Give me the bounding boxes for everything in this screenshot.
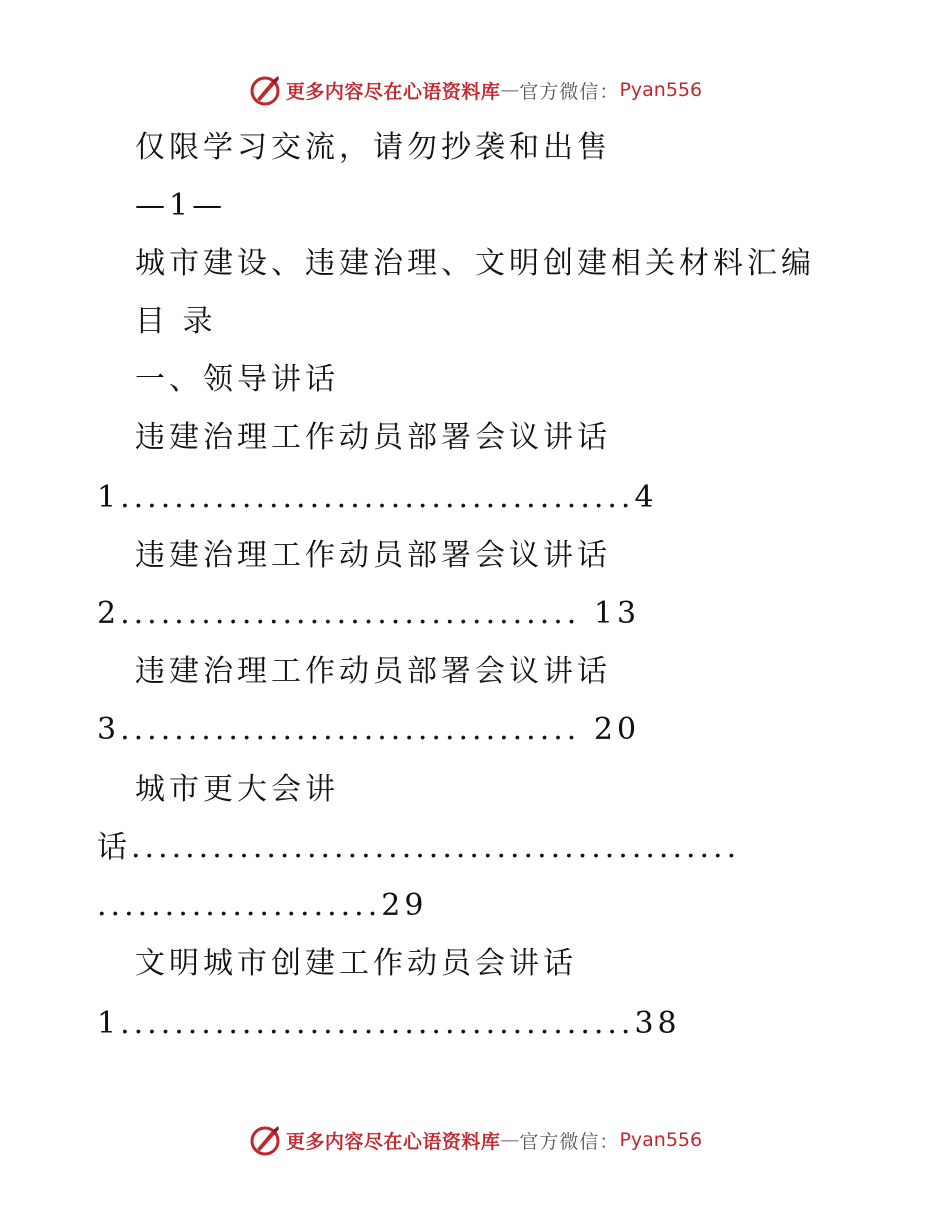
watermark-wechat-id: Pyan556 [619, 1129, 703, 1151]
watermark-dash: — [500, 79, 520, 101]
toc-entry-title: 违建治理工作动员部署会议讲话 [135, 654, 611, 689]
watermark-dash: — [500, 1129, 520, 1151]
watermark-main-text: 更多内容尽在心语资料库 [285, 1130, 501, 1153]
page-marker: —1— [135, 188, 227, 223]
toc-entry-leader: 3.................................. 20 [97, 712, 641, 747]
usage-notice: 仅限学习交流，请勿抄袭和出售 [135, 130, 611, 165]
document-title: 城市建设、违建治理、文明创建相关材料汇编 [135, 246, 815, 281]
toc-entry-leader: 1......................................38 [97, 1006, 681, 1041]
quill-pen-logo-icon [248, 73, 282, 107]
section-heading-leader-speeches: 一、领导讲话 [135, 362, 339, 397]
toc-entry-title: 文明城市创建工作动员会讲话 [135, 946, 577, 981]
toc-heading: 目 录 [135, 304, 217, 339]
toc-entry-leader: 话............................................. [97, 830, 741, 865]
watermark-wechat-label: 官方微信： [519, 1130, 620, 1153]
toc-entry-title: 城市更大会讲 [135, 772, 339, 807]
toc-entry-leader: 1......................................4 [97, 480, 658, 515]
footer-watermark [0, 1120, 950, 1160]
toc-entry-title: 违建治理工作动员部署会议讲话 [135, 420, 611, 455]
header-watermark [0, 70, 950, 110]
watermark-main-text: 更多内容尽在心语资料库 [285, 80, 501, 103]
watermark-wechat-id: Pyan556 [619, 79, 703, 101]
toc-entry-leader: 2.................................. 13 [97, 596, 641, 631]
toc-entry-title: 违建治理工作动员部署会议讲话 [135, 538, 611, 573]
watermark-wechat-label: 官方微信： [519, 80, 620, 103]
quill-pen-logo-icon [248, 1123, 282, 1157]
toc-entry-leader-continued: .....................29 [97, 888, 428, 923]
